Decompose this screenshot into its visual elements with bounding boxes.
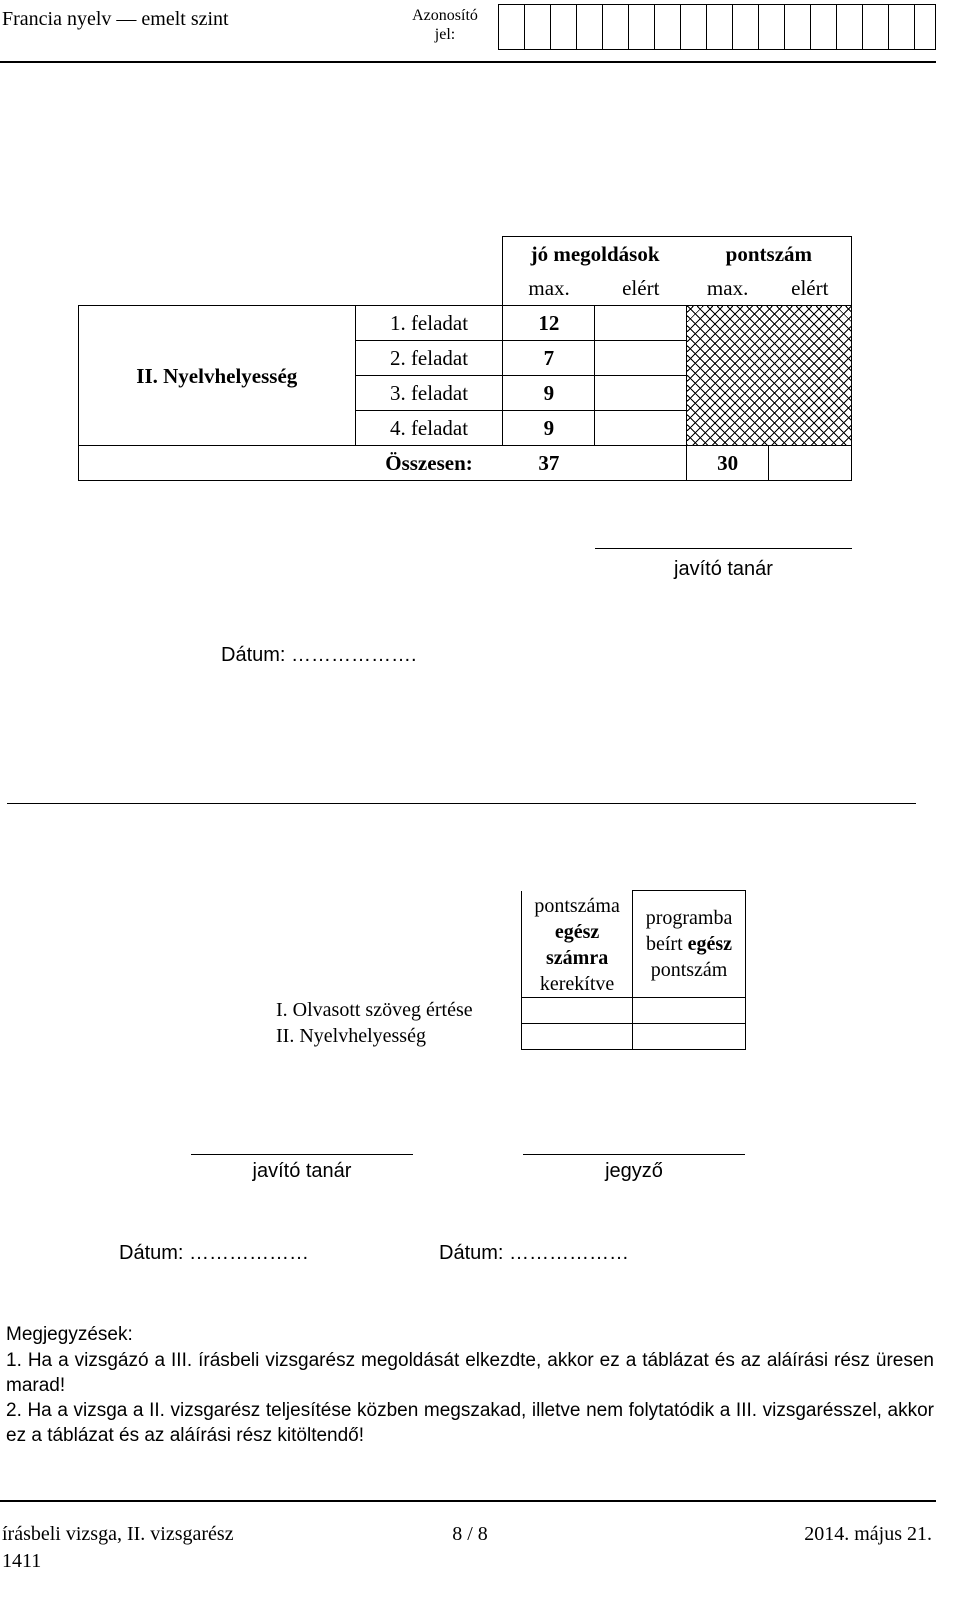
sub-header-achieved: elért bbox=[769, 271, 852, 306]
sub-header-max: max. bbox=[687, 271, 769, 306]
sub-header-max: max. bbox=[503, 271, 595, 306]
task-achieved-cell[interactable] bbox=[595, 306, 687, 341]
signature-label-teacher: javító tanár bbox=[252, 1160, 352, 1182]
note-2: 2. Ha a vizsga a II. vizsgarész teljesítése közben megszakad, illetve nem folytatódik a III. vizsgarésszel, akkor ez a táblázat és az aláírási rész kitöltendő! bbox=[6, 1400, 934, 1446]
date-label: Dátum: bbox=[221, 644, 286, 666]
footer-date: 2014. május 21. bbox=[804, 1523, 932, 1545]
footer-rule bbox=[0, 1500, 936, 1502]
id-box[interactable] bbox=[628, 4, 655, 50]
id-box[interactable] bbox=[706, 4, 733, 50]
id-box[interactable] bbox=[732, 4, 759, 50]
page-header-title: Francia nyelv — emelt szint bbox=[2, 8, 229, 30]
col-header-program: programba beírt egész pontszám bbox=[633, 891, 746, 998]
task-max: 9 bbox=[503, 411, 595, 446]
signature-label-registrar: jegyző bbox=[605, 1160, 663, 1182]
id-box[interactable] bbox=[758, 4, 785, 50]
date-field-right[interactable] bbox=[439, 1242, 629, 1265]
signature-line-right bbox=[523, 1154, 745, 1155]
task-achieved-cell[interactable] bbox=[595, 376, 687, 411]
footer-left: írásbeli vizsga, II. vizsgarész bbox=[2, 1523, 234, 1545]
id-box[interactable] bbox=[914, 4, 936, 50]
page-number: 8 / 8 bbox=[452, 1523, 488, 1545]
task-label: 4. feladat bbox=[355, 411, 503, 446]
date-field-left[interactable] bbox=[119, 1242, 309, 1265]
id-box[interactable] bbox=[602, 4, 629, 50]
date-label: Dátum: bbox=[119, 1242, 184, 1264]
id-box[interactable] bbox=[576, 4, 603, 50]
notes-title: Megjegyzések: bbox=[6, 1324, 133, 1345]
task-achieved-cell[interactable] bbox=[595, 411, 687, 446]
program-score-cell[interactable] bbox=[633, 1023, 746, 1049]
header-rule bbox=[0, 61, 936, 63]
id-label-line2: jel: bbox=[434, 26, 456, 43]
date-dots: ………………. bbox=[291, 644, 417, 666]
signature-line-left bbox=[191, 1154, 413, 1155]
date-dots: ……………… bbox=[189, 1242, 310, 1264]
task-max: 9 bbox=[503, 376, 595, 411]
footer-code: 1411 bbox=[2, 1550, 42, 1572]
id-box[interactable] bbox=[836, 4, 863, 50]
task-achieved-cell[interactable] bbox=[595, 341, 687, 376]
note-1: 1. Ha a vizsgázó a III. írásbeli vizsgarész megoldását elkezdte, akkor ez a táblázat és az aláírási rész üresen marad! bbox=[6, 1350, 934, 1396]
program-score-cell[interactable] bbox=[633, 997, 746, 1023]
total-max: 37 bbox=[503, 446, 595, 481]
id-box[interactable] bbox=[810, 4, 837, 50]
id-box[interactable] bbox=[654, 4, 681, 50]
id-box[interactable] bbox=[784, 4, 811, 50]
total-points-max: 30 bbox=[687, 446, 769, 481]
rounded-score-cell[interactable] bbox=[522, 1023, 633, 1049]
id-box[interactable] bbox=[550, 4, 577, 50]
notes-block bbox=[6, 1322, 934, 1448]
rounded-score-cell[interactable] bbox=[522, 997, 633, 1023]
task-max: 12 bbox=[503, 306, 595, 341]
id-box[interactable] bbox=[888, 4, 915, 50]
score-table bbox=[78, 236, 852, 481]
date-dots: ……………… bbox=[509, 1242, 630, 1264]
task-label: 2. feladat bbox=[355, 341, 503, 376]
separator-line bbox=[7, 803, 916, 804]
row-label: I. Olvasott szöveg értése bbox=[276, 999, 473, 1021]
id-box[interactable] bbox=[680, 4, 707, 50]
sub-header-achieved: elért bbox=[595, 271, 687, 306]
id-box[interactable] bbox=[498, 4, 525, 50]
date-label: Dátum: bbox=[439, 1242, 504, 1264]
id-label-line1: Azonosító bbox=[412, 7, 478, 24]
task-label: 1. feladat bbox=[355, 306, 503, 341]
col-header-rounded: pontszáma egész számra kerekítve bbox=[522, 891, 633, 998]
final-score-table bbox=[276, 890, 746, 1050]
id-box[interactable] bbox=[524, 4, 551, 50]
section-label: II. Nyelvhelyesség bbox=[79, 306, 356, 446]
id-label bbox=[405, 6, 485, 44]
date-field[interactable] bbox=[221, 644, 417, 667]
row-label: II. Nyelvhelyesség bbox=[276, 1025, 426, 1047]
col-header-points: pontszám bbox=[687, 237, 852, 272]
total-points-achieved-cell[interactable] bbox=[769, 446, 852, 481]
task-label: 3. feladat bbox=[355, 376, 503, 411]
task-max: 7 bbox=[503, 341, 595, 376]
col-header-good-answers: jó megoldások bbox=[503, 237, 687, 272]
hatched-cell bbox=[687, 306, 852, 446]
id-box[interactable] bbox=[862, 4, 889, 50]
total-label: Összesen: bbox=[355, 446, 503, 481]
signature-line bbox=[595, 548, 852, 549]
signature-label: javító tanár bbox=[674, 558, 773, 580]
